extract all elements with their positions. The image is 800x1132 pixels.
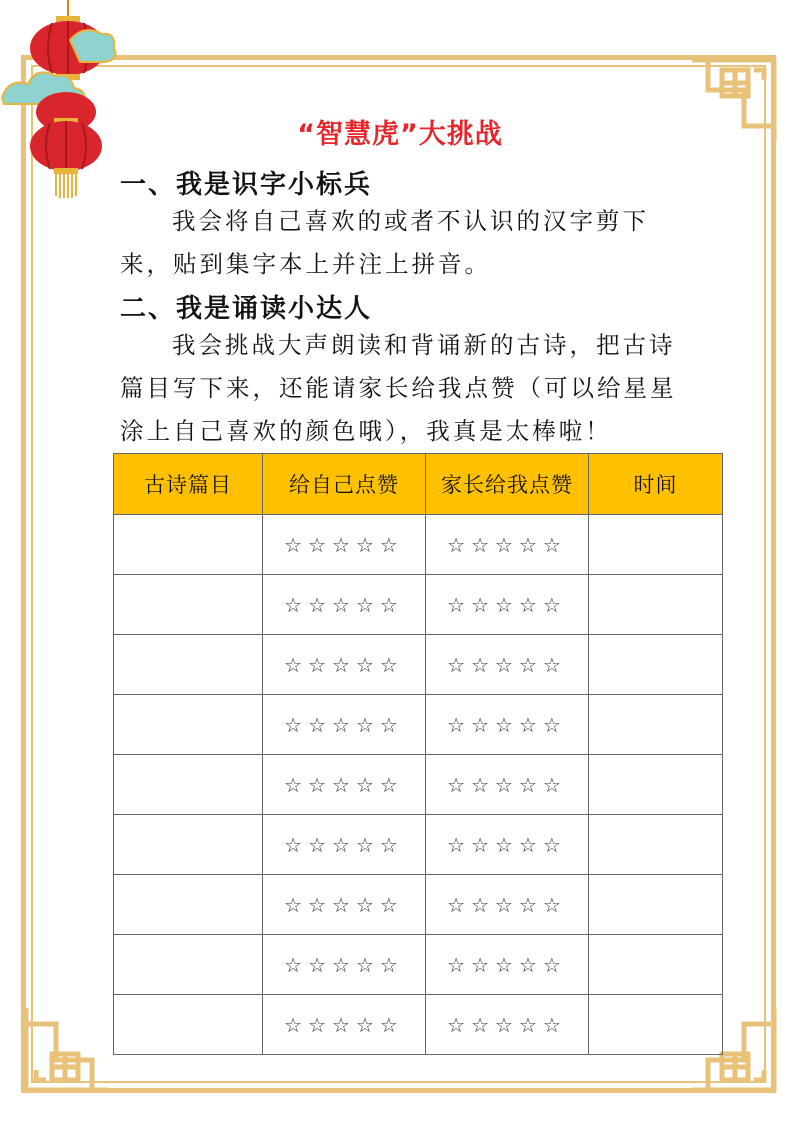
time-cell[interactable] [589, 995, 723, 1055]
star-outline-icon[interactable]: ☆☆☆☆☆ [426, 695, 589, 755]
poem-cell[interactable] [114, 755, 263, 815]
star-outline-icon[interactable]: ☆☆☆☆☆ [426, 935, 589, 995]
header-poem-title: 古诗篇目 [114, 454, 263, 515]
recitation-table [113, 453, 723, 1055]
poem-cell[interactable] [114, 695, 263, 755]
header-self-praise: 给自己点赞 [263, 454, 426, 515]
star-outline-icon[interactable]: ☆☆☆☆☆ [426, 515, 589, 575]
table-row [114, 875, 723, 935]
corner-ornament-icon [22, 1004, 112, 1094]
star-outline-icon[interactable]: ☆☆☆☆☆ [263, 575, 426, 635]
table-row [114, 635, 723, 695]
time-cell[interactable] [589, 635, 723, 695]
table-header-row [114, 454, 723, 515]
section-heading-literacy: 一、我是识字小标兵 [120, 170, 373, 200]
star-outline-icon[interactable]: ☆☆☆☆☆ [426, 995, 589, 1055]
time-cell[interactable] [589, 755, 723, 815]
table-row [114, 815, 723, 875]
time-cell[interactable] [589, 515, 723, 575]
star-outline-icon[interactable]: ☆☆☆☆☆ [426, 815, 589, 875]
table-row [114, 935, 723, 995]
table-row [114, 695, 723, 755]
section-paragraph-literacy: 我会将自己喜欢的或者不认识的汉字剪下来，贴到集字本上并注上拼音。 [120, 207, 649, 278]
star-outline-icon[interactable]: ☆☆☆☆☆ [263, 935, 426, 995]
poem-cell[interactable] [114, 515, 263, 575]
poem-cell[interactable] [114, 995, 263, 1055]
star-outline-icon[interactable]: ☆☆☆☆☆ [263, 695, 426, 755]
time-cell[interactable] [589, 815, 723, 875]
star-outline-icon[interactable]: ☆☆☆☆☆ [263, 515, 426, 575]
page-title: “智慧虎”大挑战 [297, 119, 503, 150]
star-outline-icon[interactable]: ☆☆☆☆☆ [426, 755, 589, 815]
header-time: 时间 [589, 454, 723, 515]
section-paragraph-recitation: 我会挑战大声朗读和背诵新的古诗，把古诗篇目写下来，还能请家长给我点赞（可以给星星涂上自己喜欢的颜色哦），我真是太棒啦！ [120, 331, 677, 445]
table-row [114, 515, 723, 575]
lantern-icon [0, 0, 130, 200]
time-cell[interactable] [589, 875, 723, 935]
time-cell[interactable] [589, 935, 723, 995]
star-outline-icon[interactable]: ☆☆☆☆☆ [263, 755, 426, 815]
star-outline-icon[interactable]: ☆☆☆☆☆ [263, 635, 426, 695]
star-outline-icon[interactable]: ☆☆☆☆☆ [426, 635, 589, 695]
poem-cell[interactable] [114, 635, 263, 695]
table-row [114, 755, 723, 815]
table-row [114, 995, 723, 1055]
poem-cell[interactable] [114, 815, 263, 875]
header-parent-praise: 家长给我点赞 [426, 454, 589, 515]
star-outline-icon[interactable]: ☆☆☆☆☆ [263, 875, 426, 935]
table-row [114, 575, 723, 635]
time-cell[interactable] [589, 575, 723, 635]
poem-cell[interactable] [114, 875, 263, 935]
star-outline-icon[interactable]: ☆☆☆☆☆ [263, 995, 426, 1055]
star-outline-icon[interactable]: ☆☆☆☆☆ [426, 875, 589, 935]
time-cell[interactable] [589, 695, 723, 755]
star-outline-icon[interactable]: ☆☆☆☆☆ [426, 575, 589, 635]
poem-cell[interactable] [114, 575, 263, 635]
star-outline-icon[interactable]: ☆☆☆☆☆ [263, 815, 426, 875]
section-heading-recitation: 二、我是诵读小达人 [120, 294, 373, 324]
poem-cell[interactable] [114, 935, 263, 995]
